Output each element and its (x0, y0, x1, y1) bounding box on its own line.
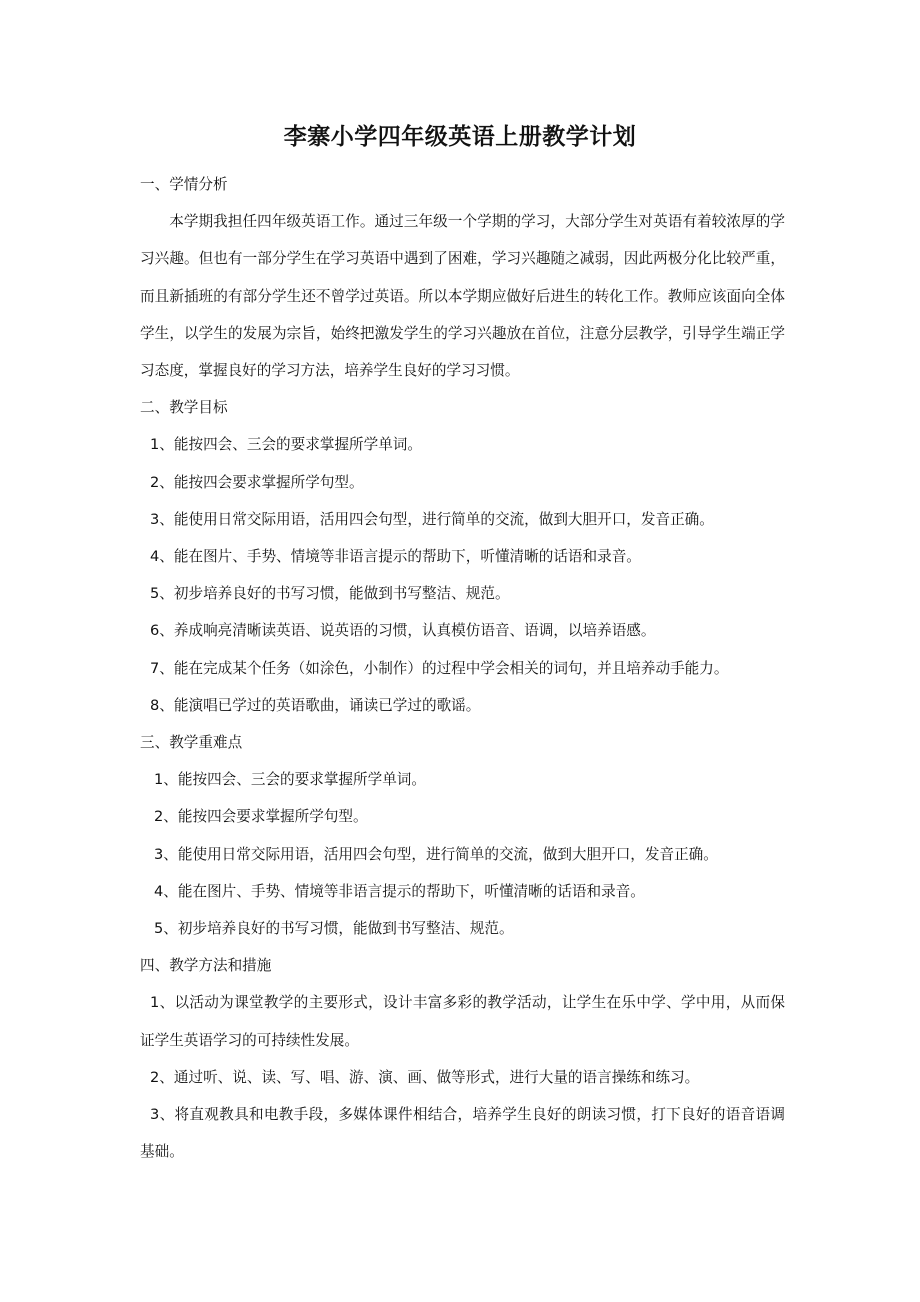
key-point-item: 5、初步培养良好的书写习惯，能做到书写整洁、规范。 (154, 920, 514, 938)
key-point-item: 3、能使用日常交际用语，活用四会句型，进行简单的交流，做到大胆开口，发音正确。 (154, 845, 718, 863)
section-heading-analysis: 一、学情分析 (140, 176, 228, 193)
goal-item: 4、能在图片、手势、情境等非语言提示的帮助下，听懂清晰的话语和录音。 (150, 548, 641, 566)
method-item: 3、将直观教具和电教手段，多媒体课件相结合，培养学生良好的朗读习惯，打下良好的语音语调基础。 (140, 1106, 785, 1161)
document-body (140, 166, 785, 1170)
section-heading-key-points: 三、教学重难点 (140, 734, 243, 752)
goal-item: 7、能在完成某个任务（如涂色，小制作）的过程中学会相关的词句，并且培养动手能力。 (150, 659, 729, 677)
method-item: 1、以活动为课堂教学的主要形式，设计丰富多彩的教学活动，让学生在乐中学、学中用，从而保证学生英语学习的可持续性发展。 (140, 994, 785, 1049)
section-heading-methods: 四、教学方法和措施 (140, 957, 272, 975)
key-point-item: 2、能按四会要求掌握所学句型。 (154, 808, 368, 826)
key-point-item: 4、能在图片、手势、情境等非语言提示的帮助下，听懂清晰的话语和录音。 (154, 882, 645, 900)
key-point-item: 1、能按四会、三会的要求掌握所学单词。 (154, 771, 426, 789)
goal-item: 8、能演唱已学过的英语歌曲，诵读已学过的歌谣。 (150, 696, 481, 714)
section-heading-goals: 二、教学目标 (140, 399, 228, 417)
method-item: 2、通过听、说、读、写、唱、游、演、画、做等形式，进行大量的语言操练和练习。 (150, 1068, 700, 1086)
document-title: 李寨小学四年级英语上册教学计划 (283, 124, 637, 150)
analysis-paragraph: 本学期我担任四年级英语工作。通过三年级一个学期的学习，大部分学生对英语有着较浓厚的学习兴趣。但也有一部分学生在学习英语中遇到了困难，学习兴趣随之减弱，因此两极分化比较严重，而且新插班的有部分学生还不曾学过英语。所以本学期应做好后进生的转化工作。教师应该面向全体学生，以学生的发展为宗旨，始终把激发学生的学习兴趣放在首位，注意分层教学，引导学生端正学习态度，掌握良好的学习方法，培养学生良好的学习习惯。 (140, 213, 785, 380)
goal-item: 5、初步培养良好的书写习惯，能做到书写整洁、规范。 (150, 585, 510, 603)
goal-item: 3、能使用日常交际用语，活用四会句型，进行简单的交流，做到大胆开口，发音正确。 (150, 510, 714, 528)
goal-item: 1、能按四会、三会的要求掌握所学单词。 (150, 436, 422, 454)
goal-item: 6、养成响亮清晰读英语、说英语的习惯，认真模仿语音、语调，以培养语感。 (150, 622, 656, 640)
goal-item: 2、能按四会要求掌握所学句型。 (150, 473, 364, 491)
